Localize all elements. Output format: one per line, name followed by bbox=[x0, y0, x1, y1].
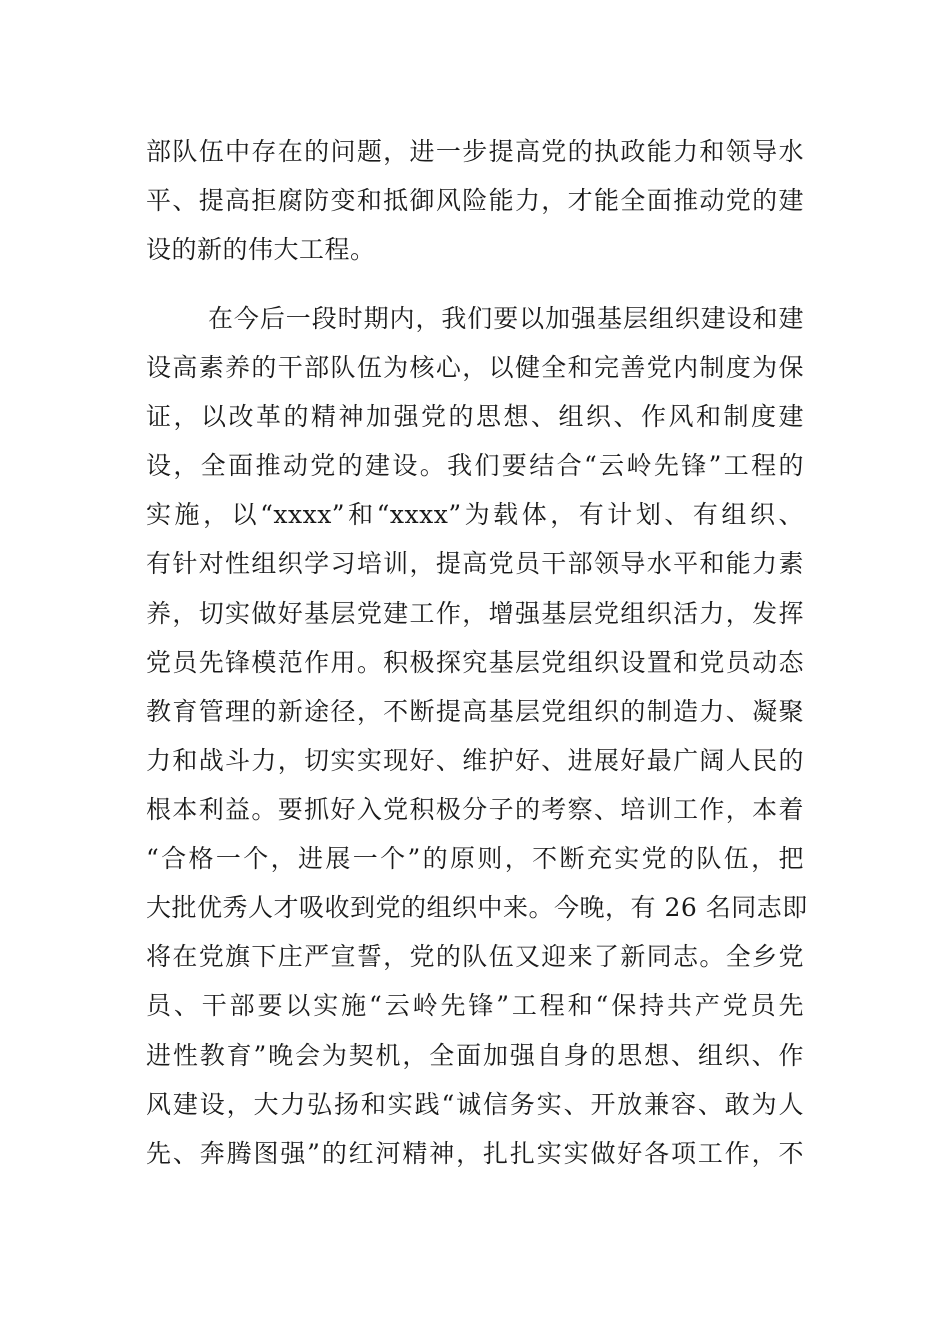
text-line: 先、奔腾图强”的红河精神，扎扎实实做好各项工作，不 bbox=[146, 1139, 804, 1168]
text-line: 设的新的伟大工程。 bbox=[146, 235, 376, 264]
text-line: 实施，以“xxxx”和“xxxx”为载体，有计划、有组织、 bbox=[146, 500, 804, 529]
text-line: 养，切实做好基层党建工作，增强基层党组织活力，发挥 bbox=[146, 599, 804, 628]
text-line: 力和战斗力，切实实现好、维护好、进展好最广阔人民的 bbox=[146, 746, 804, 775]
text-line: 有针对性组织学习培训，提高党员干部领导水平和能力素 bbox=[146, 549, 804, 578]
text-line: 大批优秀人才吸收到党的组织中来。今晚，有 26 名同志即 bbox=[146, 893, 808, 922]
text-line: 进性教育”晚会为契机，全面加强自身的思想、组织、作 bbox=[146, 1041, 804, 1070]
text-line: 根本利益。要抓好入党积极分子的考察、培训工作，本着 bbox=[146, 795, 804, 824]
text-line: 设，全面推动党的建设。我们要结合“云岭先锋”工程的 bbox=[146, 451, 804, 480]
text-line: 设高素养的干部队伍为核心，以健全和完善党内制度为保 bbox=[146, 353, 804, 382]
text-line: 部队伍中存在的问题，进一步提高党的执政能力和领导水 bbox=[146, 137, 804, 166]
text-line: 教育管理的新途径，不断提高基层党组织的制造力、凝聚 bbox=[146, 697, 804, 726]
text-line: 员、干部要以实施“云岭先锋”工程和“保持共产党员先 bbox=[146, 991, 804, 1020]
text-line: 将在党旗下庄严宣誓，党的队伍又迎来了新同志。全乡党 bbox=[146, 942, 804, 971]
text-line: 平、提高拒腐防变和抵御风险能力，才能全面推动党的建 bbox=[146, 186, 804, 215]
text-line: “合格一个，进展一个”的原则，不断充实党的队伍，把 bbox=[146, 844, 804, 873]
text-line: 在今后一段时期内，我们要以加强基层组织建设和建 bbox=[208, 304, 804, 333]
text-line: 证，以改革的精神加强党的思想、组织、作风和制度建 bbox=[146, 402, 804, 431]
text-line: 党员先锋模范作用。积极探究基层党组织设置和党员动态 bbox=[146, 648, 804, 677]
text-line: 风建设，大力弘扬和实践“诚信务实、开放兼容、敢为人 bbox=[146, 1090, 804, 1119]
